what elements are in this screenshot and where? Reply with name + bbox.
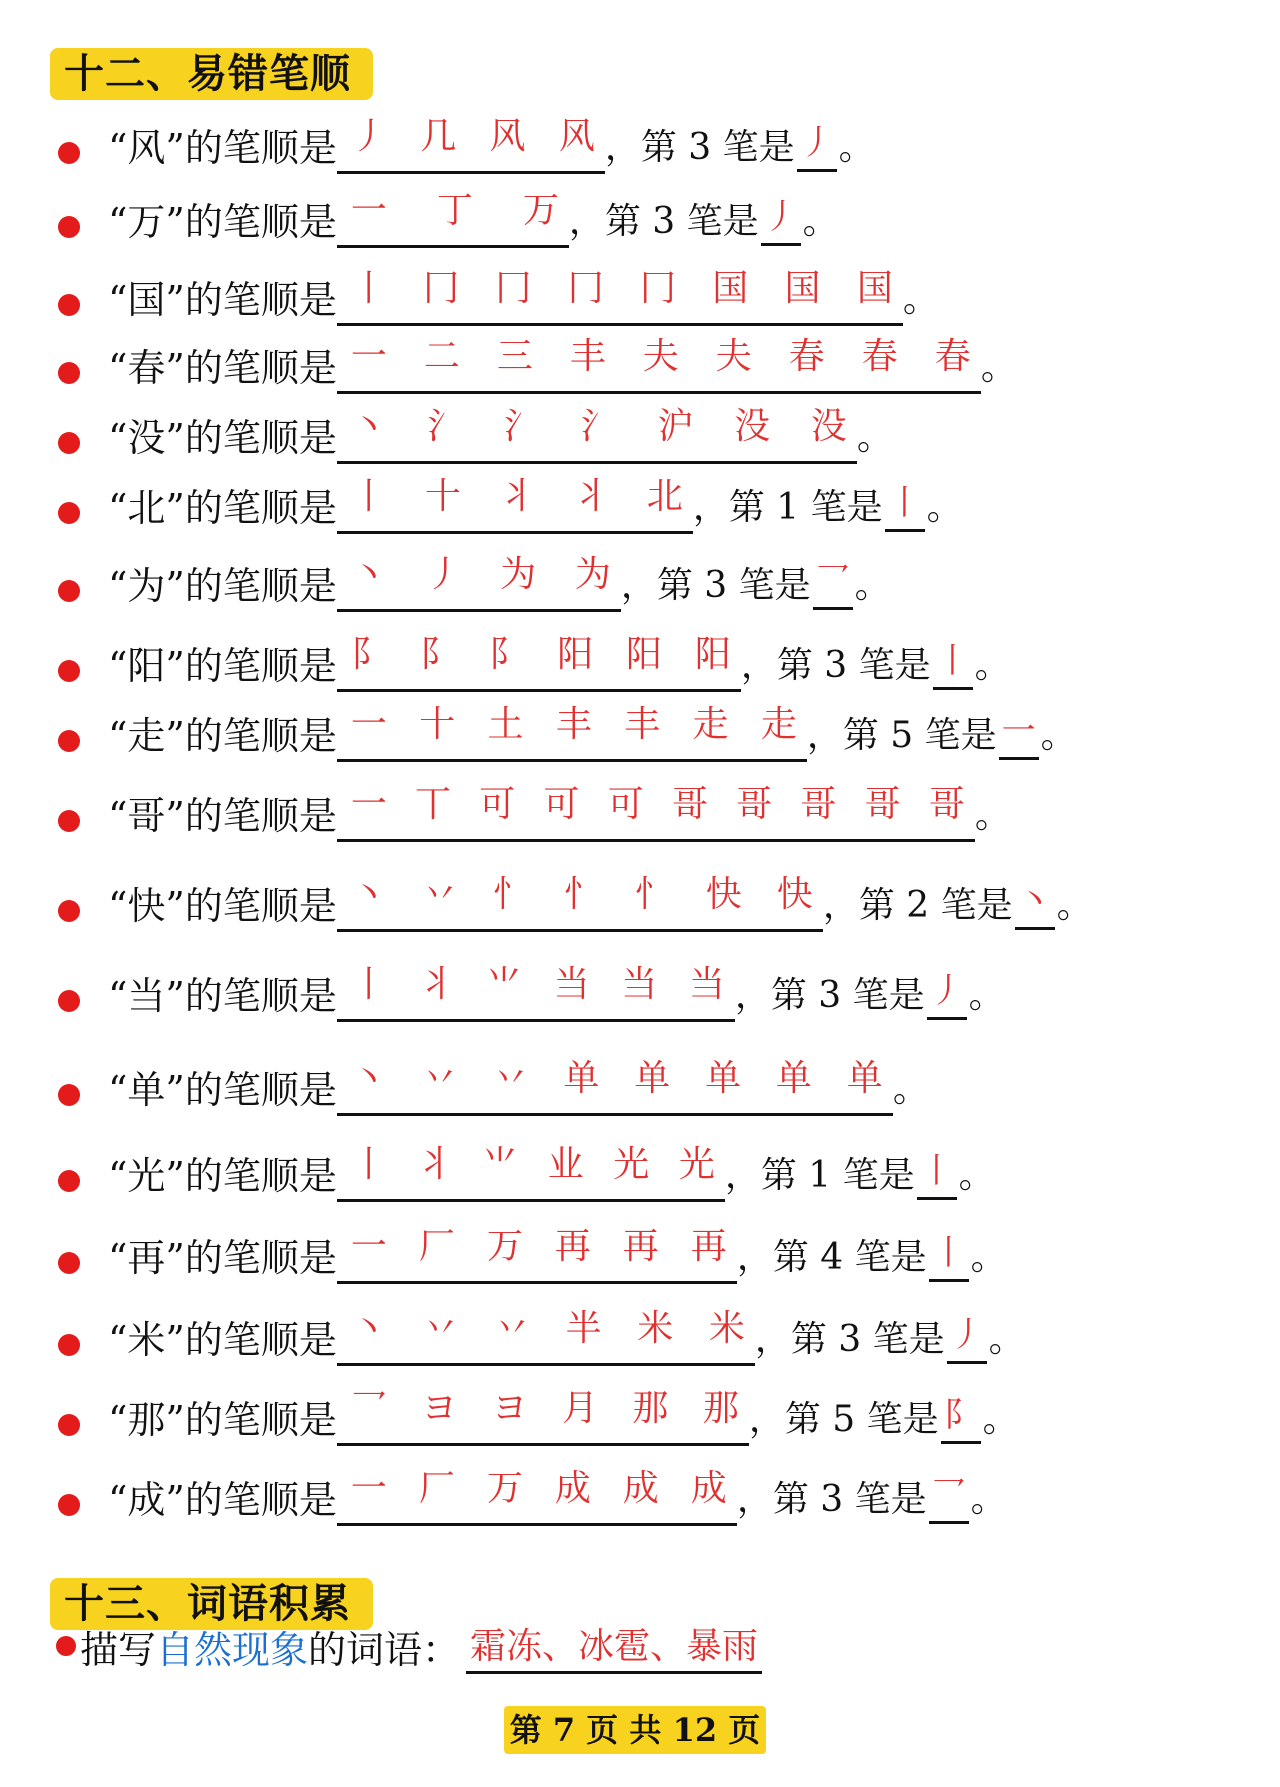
stroke-step: 阳: [626, 633, 663, 675]
stroke-step: 快: [776, 873, 813, 915]
row-question: ，第 3 笔是: [754, 1319, 945, 1360]
stroke-step: 春: [788, 335, 825, 377]
words-label-post: 的词语：: [308, 1627, 461, 1672]
stroke-step: 忄: [492, 873, 529, 915]
stroke-row: [58, 405, 893, 468]
stroke-step: 当: [553, 963, 590, 1005]
stroke-order-blank: [337, 634, 741, 692]
stroke-step: 夫: [715, 335, 752, 377]
row-prefix: “万”的笔顺是: [108, 200, 337, 244]
stroke-step: 阝: [488, 633, 525, 675]
stroke-step: 北: [646, 475, 683, 517]
row-prefix: “风”的笔顺是: [108, 126, 337, 170]
stroke-step: 单: [846, 1057, 883, 1099]
stroke-row: [58, 963, 1005, 1026]
stroke-step: ヨ: [421, 1387, 458, 1429]
stroke-step: 再: [622, 1225, 659, 1267]
answer-blank: 丿: [947, 1313, 987, 1364]
row-prefix: “快”的笔顺是: [108, 884, 337, 928]
stroke-step: 米: [708, 1307, 745, 1349]
bullet-icon: [58, 216, 80, 238]
stroke-step: 冂: [567, 267, 604, 309]
stroke-step: 丷: [492, 1057, 529, 1099]
stroke-row: [58, 1307, 1025, 1370]
stroke-step: 单: [634, 1057, 671, 1099]
stroke-order-blank: [337, 554, 621, 612]
row-period: 。: [974, 645, 1011, 686]
answer-blank: 丿: [797, 121, 837, 172]
stroke-step: 一: [350, 703, 387, 745]
bullet-icon: [58, 900, 80, 922]
row-prefix: “阳”的笔顺是: [108, 644, 337, 688]
stroke-step: 忄: [563, 873, 600, 915]
stroke-step: 丬: [498, 475, 535, 517]
stroke-step: 单: [563, 1057, 600, 1099]
stroke-order-blank: [337, 190, 569, 248]
stroke-step: 没: [734, 405, 771, 447]
row-prefix: “米”的笔顺是: [108, 1318, 337, 1362]
stroke-step: 风: [489, 115, 526, 157]
stroke-step: 沪: [657, 405, 694, 447]
row-prefix: “国”的笔顺是: [108, 278, 337, 322]
stroke-step: ヨ: [491, 1387, 528, 1429]
row-question: ，第 3 笔是: [620, 565, 811, 606]
stroke-order-blank: [337, 406, 857, 464]
row-question: ，第 3 笔是: [604, 127, 795, 168]
stroke-row: [58, 475, 963, 538]
stroke-order-blank: [337, 1308, 755, 1366]
stroke-step: 阝: [350, 633, 387, 675]
stroke-row: [58, 633, 1011, 696]
stroke-step: 夫: [642, 335, 679, 377]
row-period: 。: [802, 201, 839, 242]
stroke-step: 哥: [928, 783, 965, 825]
answer-blank: 丶: [1015, 879, 1055, 930]
row-period: 。: [980, 347, 1017, 388]
row-question: ，第 3 笔是: [568, 201, 759, 242]
stroke-step: 国: [856, 267, 893, 309]
stroke-step: 万: [486, 1467, 523, 1509]
stroke-step: 光: [613, 1143, 650, 1185]
stroke-step: 丰: [555, 703, 592, 745]
stroke-step: 土: [487, 703, 524, 745]
answer-blank: 一: [999, 709, 1039, 760]
stroke-step: 冂: [423, 267, 460, 309]
words-label-highlight: 自然现象: [156, 1627, 309, 1672]
stroke-step: 丶: [350, 873, 387, 915]
bullet-icon: [58, 1334, 80, 1356]
stroke-order-blank: [337, 784, 975, 842]
row-question: ，第 5 笔是: [748, 1399, 939, 1440]
stroke-order-blank: [337, 1468, 737, 1526]
row-prefix: “没”的笔顺是: [108, 416, 337, 460]
stroke-step: 再: [554, 1225, 591, 1267]
stroke-step: 氵: [580, 405, 617, 447]
stroke-step: 那: [632, 1387, 669, 1429]
stroke-row: [58, 267, 939, 330]
row-question: ，第 5 笔是: [806, 715, 997, 756]
answer-blank: 丨: [885, 481, 925, 532]
stroke-order-blank: [337, 1388, 749, 1446]
stroke-step: 春: [934, 335, 971, 377]
stroke-order-blank: [337, 476, 693, 534]
bullet-icon: [58, 1170, 80, 1192]
bullet-icon: [58, 142, 80, 164]
row-prefix: “哥”的笔顺是: [108, 794, 337, 838]
row-prefix: “单”的笔顺是: [108, 1068, 337, 1112]
stroke-step: 春: [861, 335, 898, 377]
stroke-step: 万: [522, 189, 559, 231]
answer-blank: 阝: [941, 1393, 981, 1444]
stroke-step: 丨: [350, 475, 387, 517]
stroke-order-blank: [337, 874, 823, 932]
stroke-step: 万: [486, 1225, 523, 1267]
row-period: 。: [1040, 715, 1077, 756]
bullet-icon: [58, 432, 80, 454]
stroke-step: 哥: [671, 783, 708, 825]
stroke-step: 一: [350, 1225, 387, 1267]
stroke-step: 月: [562, 1387, 599, 1429]
row-prefix: “再”的笔顺是: [108, 1236, 337, 1280]
stroke-step: 丅: [415, 783, 452, 825]
stroke-step: 几: [420, 115, 457, 157]
stroke-step: ⺌: [486, 963, 523, 1005]
bullet-icon: [58, 730, 80, 752]
stroke-row: [58, 553, 891, 616]
row-question: ，第 1 笔是: [692, 487, 883, 528]
stroke-step: 丁: [436, 189, 473, 231]
stroke-step: 丿: [350, 115, 387, 157]
stroke-step: 十: [419, 703, 456, 745]
row-period: 。: [856, 417, 893, 458]
bullet-icon: [58, 1084, 80, 1106]
row-prefix: “那”的笔顺是: [108, 1398, 337, 1442]
stroke-step: 丶: [350, 1057, 387, 1099]
stroke-step: 丷: [494, 1307, 531, 1349]
stroke-step: 可: [607, 783, 644, 825]
row-prefix: “为”的笔顺是: [108, 564, 337, 608]
stroke-step: 厂: [418, 1467, 455, 1509]
stroke-step: 丬: [418, 963, 455, 1005]
bullet-icon: [58, 362, 80, 384]
bullet-icon: [58, 810, 80, 832]
stroke-step: 国: [784, 267, 821, 309]
stroke-step: 丨: [350, 1143, 387, 1185]
stroke-step: 光: [678, 1143, 715, 1185]
row-prefix: “成”的笔顺是: [108, 1478, 337, 1522]
stroke-order-blank: [337, 704, 807, 762]
stroke-step: 哥: [736, 783, 773, 825]
stroke-step: 丰: [569, 335, 606, 377]
bullet-icon: [58, 294, 80, 316]
stroke-order-blank: [337, 268, 903, 326]
stroke-step: 丰: [624, 703, 661, 745]
stroke-step: 丿: [425, 553, 462, 595]
bullet-icon: [56, 1636, 76, 1656]
row-question: ，第 4 笔是: [736, 1237, 927, 1278]
stroke-step: 厂: [418, 1225, 455, 1267]
stroke-step: 一: [350, 189, 387, 231]
stroke-step: 走: [760, 703, 797, 745]
stroke-step: 成: [690, 1467, 727, 1509]
row-period: 。: [988, 1319, 1025, 1360]
row-question: ，第 3 笔是: [734, 975, 925, 1016]
stroke-step: 二: [423, 335, 460, 377]
stroke-step: 丬: [572, 475, 609, 517]
row-question: ，第 1 笔是: [724, 1155, 915, 1196]
answer-blank: 乛: [929, 1473, 969, 1524]
stroke-step: 丶: [350, 553, 387, 595]
stroke-step: 丬: [416, 1143, 453, 1185]
stroke-row: [58, 703, 1077, 766]
stroke-step: 丷: [422, 1307, 459, 1349]
stroke-step: 丶: [350, 405, 387, 447]
stroke-step: ⺌: [482, 1143, 519, 1185]
bullet-icon: [58, 502, 80, 524]
row-period: 。: [838, 127, 875, 168]
answer-blank: 丨: [929, 1231, 969, 1282]
row-period: 。: [968, 975, 1005, 1016]
stroke-step: 米: [637, 1307, 674, 1349]
stroke-step: 丶: [350, 1307, 387, 1349]
stroke-step: 没: [810, 405, 847, 447]
stroke-step: 三: [496, 335, 533, 377]
stroke-step: 风: [558, 115, 595, 157]
row-question: ，第 2 笔是: [822, 885, 1013, 926]
stroke-step: 丷: [421, 1057, 458, 1099]
answer-blank: 丿: [761, 195, 801, 246]
row-period: 。: [982, 1399, 1019, 1440]
stroke-step: 成: [554, 1467, 591, 1509]
stroke-step: 当: [688, 963, 725, 1005]
bullet-icon: [58, 990, 80, 1012]
stroke-step: 国: [712, 267, 749, 309]
stroke-step: 阳: [694, 633, 731, 675]
stroke-step: 氵: [504, 405, 541, 447]
stroke-step: 那: [702, 1387, 739, 1429]
stroke-step: 单: [705, 1057, 742, 1099]
stroke-order-blank: [337, 116, 605, 174]
stroke-row: [58, 189, 839, 252]
stroke-step: 哥: [800, 783, 837, 825]
row-period: 。: [854, 565, 891, 606]
row-period: 。: [926, 487, 963, 528]
stroke-row: [58, 1467, 1007, 1530]
row-period: 。: [974, 795, 1011, 836]
stroke-step: 丨: [350, 267, 387, 309]
row-period: 。: [958, 1155, 995, 1196]
stroke-step: 当: [621, 963, 658, 1005]
stroke-step: 一: [350, 783, 387, 825]
stroke-step: 丨: [350, 963, 387, 1005]
stroke-step: 为: [500, 553, 537, 595]
answer-blank: 丨: [933, 639, 973, 690]
stroke-step: 冂: [495, 267, 532, 309]
stroke-order-blank: [337, 1058, 893, 1116]
row-period: 。: [1056, 885, 1093, 926]
words-answer: 霜冻、冰雹、暴雨: [466, 1618, 762, 1674]
row-prefix: “北”的笔顺是: [108, 486, 337, 530]
section-13-header: 十三、词语积累: [50, 1578, 373, 1630]
section-12-header: 十二、易错笔顺: [50, 48, 373, 100]
stroke-step: 十: [424, 475, 461, 517]
stroke-order-blank: [337, 1144, 725, 1202]
stroke-step: 一: [350, 335, 387, 377]
stroke-order-blank: [337, 1226, 737, 1284]
row-question: ，第 3 笔是: [740, 645, 931, 686]
stroke-row: [58, 115, 875, 178]
stroke-step: 走: [692, 703, 729, 745]
stroke-step: 再: [690, 1225, 727, 1267]
stroke-row: [58, 1057, 929, 1120]
row-prefix: “春”的笔顺是: [108, 346, 337, 390]
stroke-step: 忄: [634, 873, 671, 915]
page-number: 第 7 页 共 12 页: [504, 1706, 766, 1754]
stroke-step: 乛: [350, 1387, 387, 1429]
stroke-step: 氵: [427, 405, 464, 447]
stroke-order-blank: [337, 336, 981, 394]
stroke-row: [58, 335, 1017, 398]
stroke-row: [58, 1387, 1019, 1450]
stroke-step: 丷: [421, 873, 458, 915]
answer-blank: 丿: [927, 969, 967, 1020]
row-period: 。: [892, 1069, 929, 1110]
bullet-icon: [58, 1414, 80, 1436]
stroke-step: 单: [775, 1057, 812, 1099]
row-period: 。: [970, 1237, 1007, 1278]
bullet-icon: [58, 1252, 80, 1274]
stroke-row: [58, 873, 1093, 936]
stroke-step: 业: [547, 1143, 584, 1185]
stroke-step: 成: [622, 1467, 659, 1509]
stroke-step: 阳: [557, 633, 594, 675]
stroke-step: 为: [574, 553, 611, 595]
stroke-row: [58, 783, 1011, 846]
bullet-icon: [58, 1494, 80, 1516]
stroke-row: [58, 1225, 1007, 1288]
words-label-pre: 描写: [80, 1627, 157, 1672]
stroke-step: 冂: [639, 267, 676, 309]
stroke-row: [58, 1143, 995, 1206]
bullet-icon: [58, 660, 80, 682]
stroke-step: 半: [565, 1307, 602, 1349]
answer-blank: 乛: [813, 559, 853, 610]
answer-blank: 丨: [917, 1149, 957, 1200]
stroke-step: 一: [350, 1467, 387, 1509]
bullet-icon: [58, 580, 80, 602]
words-row: [56, 1618, 762, 1674]
stroke-order-blank: [337, 964, 735, 1022]
stroke-step: 哥: [864, 783, 901, 825]
stroke-step: 阝: [419, 633, 456, 675]
stroke-step: 可: [479, 783, 516, 825]
row-period: 。: [902, 279, 939, 320]
row-period: 。: [970, 1479, 1007, 1520]
row-question: ，第 3 笔是: [736, 1479, 927, 1520]
row-prefix: “当”的笔顺是: [108, 974, 337, 1018]
stroke-step: 可: [543, 783, 580, 825]
stroke-step: 快: [705, 873, 742, 915]
row-prefix: “走”的笔顺是: [108, 714, 337, 758]
row-prefix: “光”的笔顺是: [108, 1154, 337, 1198]
